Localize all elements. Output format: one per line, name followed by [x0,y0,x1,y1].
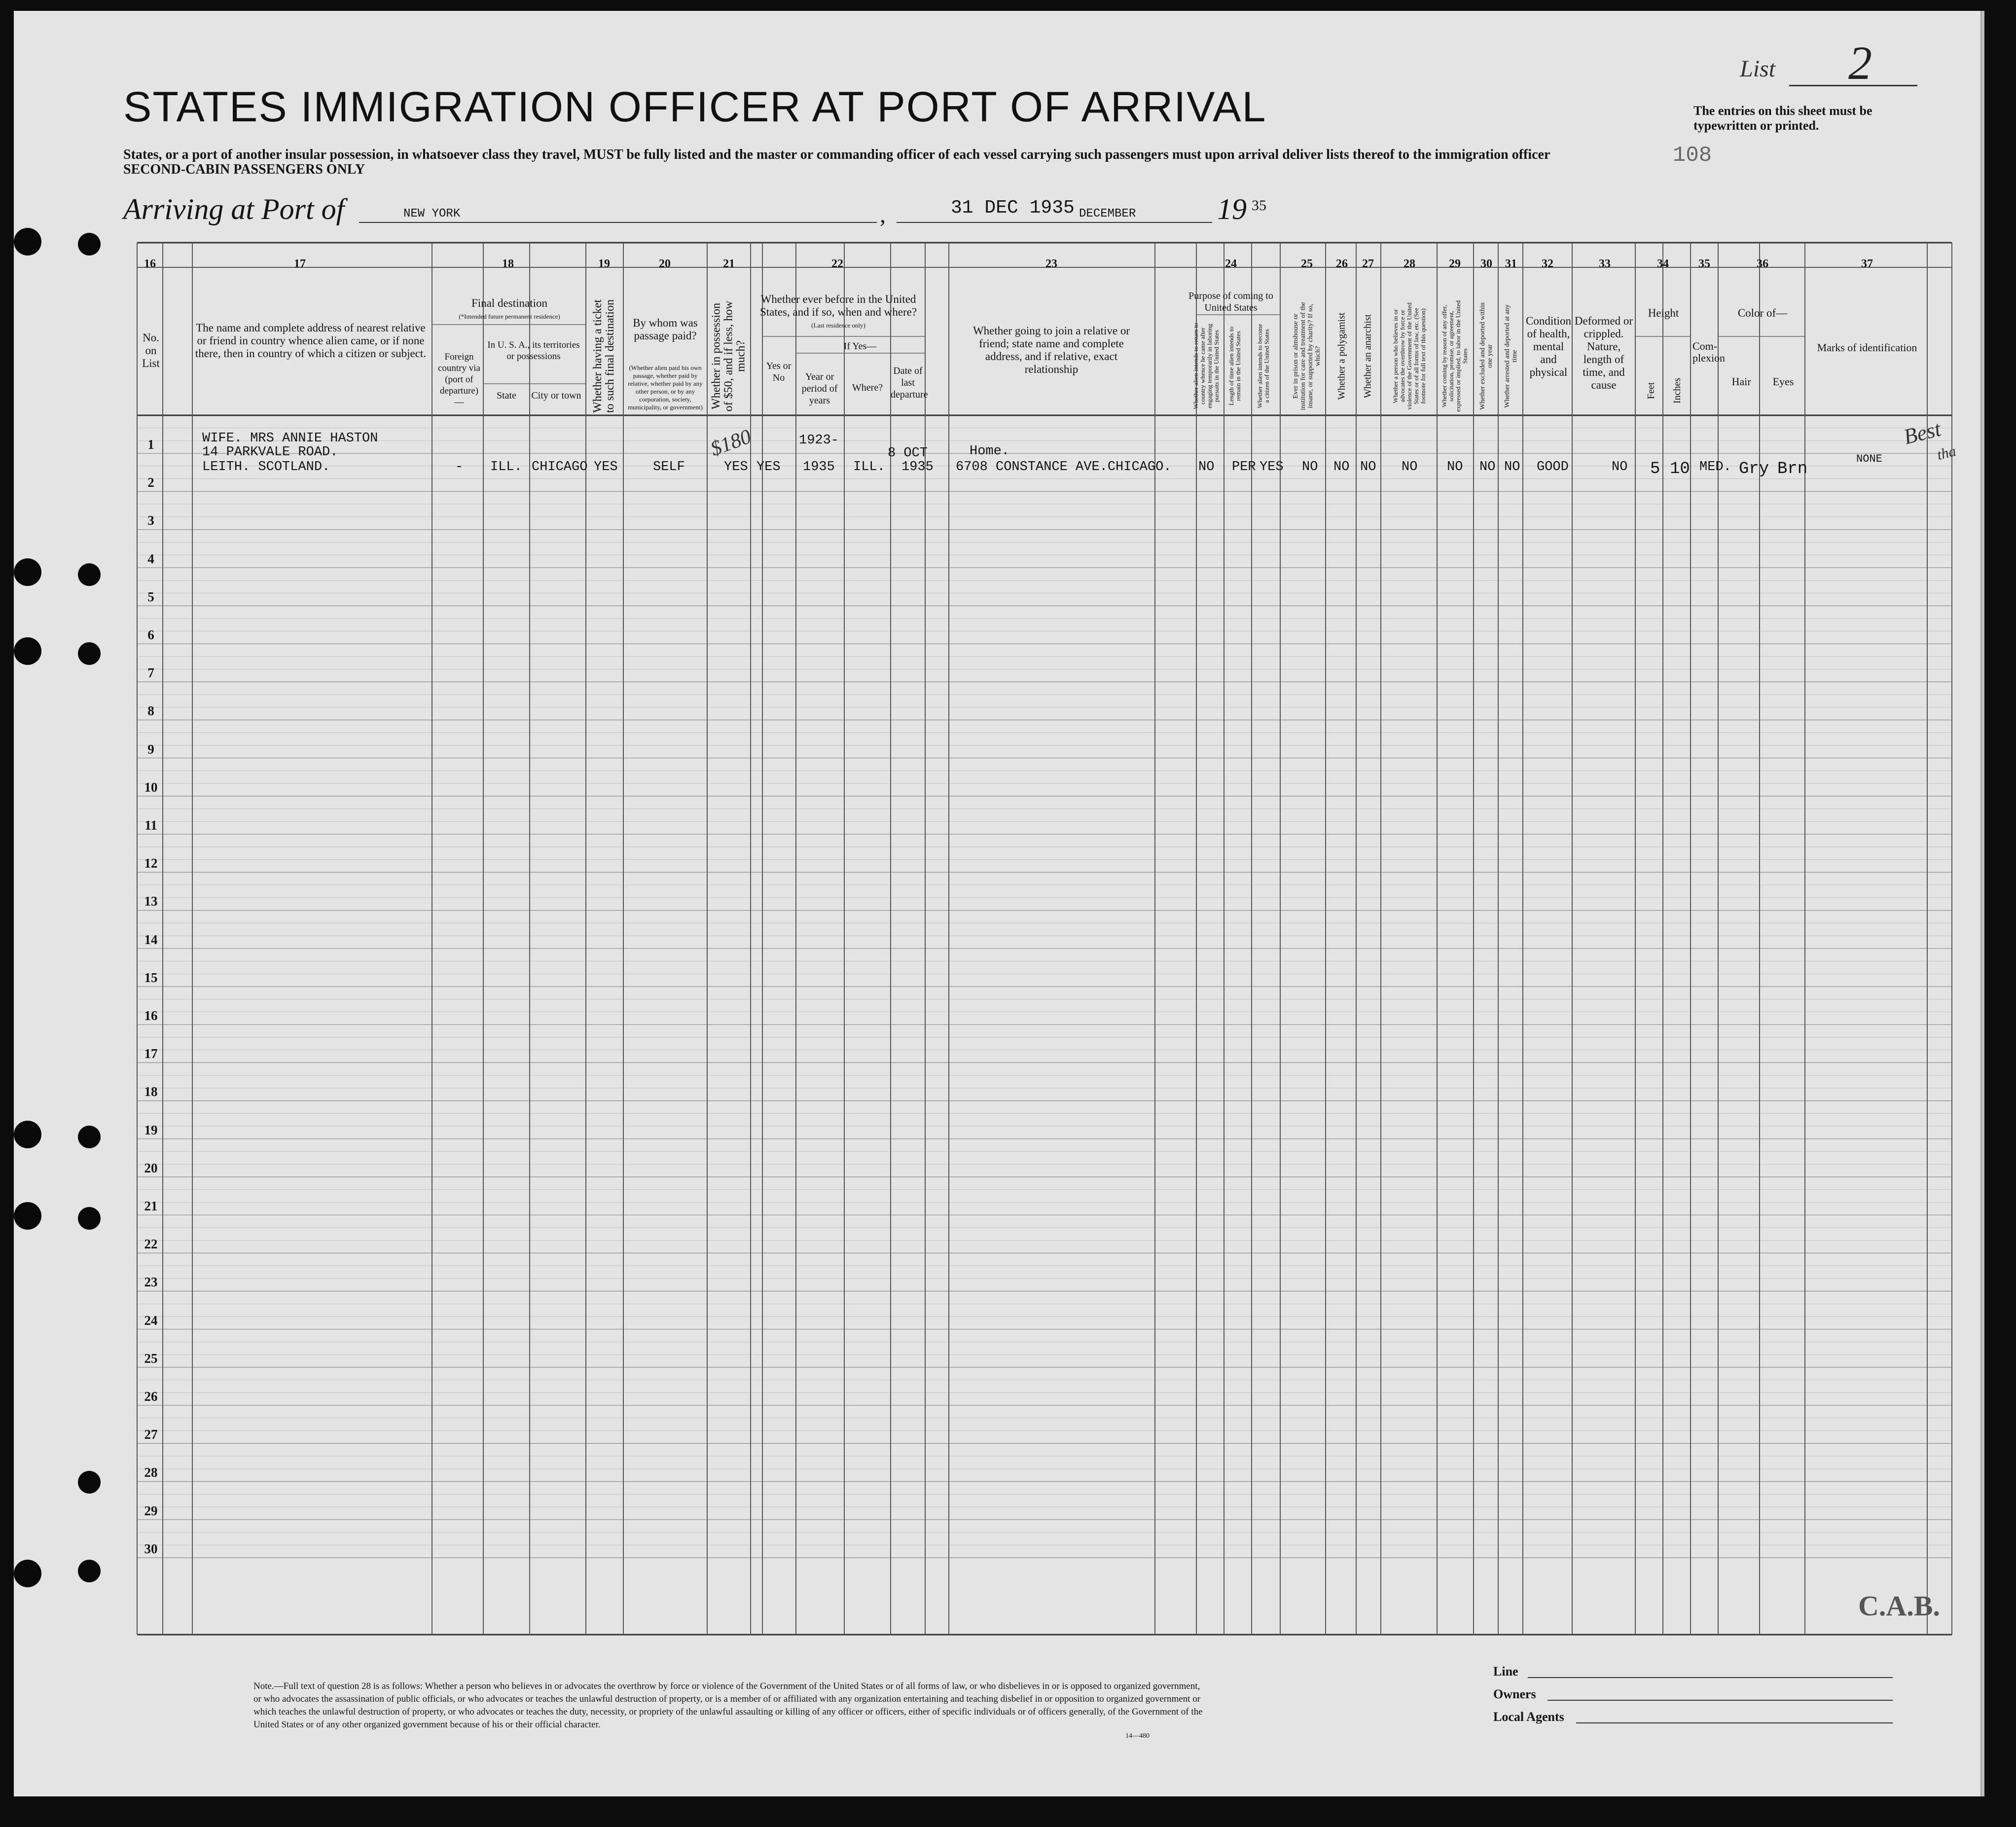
col-num-27: 27 [1362,257,1374,270]
col-num-30: 30 [1480,257,1492,270]
col-header-18-foreign: Foreign country via (port of departure)— [437,352,480,407]
footer-agents-label: Local Agents [1493,1710,1564,1724]
col-header-22-sub: (Last residence only) [811,322,865,329]
col-num-25: 25 [1301,257,1313,270]
row-number: 28 [144,1465,158,1480]
entry-eyes: Brn [1777,460,1808,478]
form-code: 14—480 [1125,1732,1150,1740]
footer-owners-label: Owners [1493,1687,1536,1701]
row-number: 18 [144,1084,158,1099]
row-number: 9 [147,741,154,757]
col-header-34-inches: Inches [1672,377,1683,404]
col-num-34: 34 [1657,257,1669,270]
row-number: 16 [144,1008,158,1023]
row-number: 21 [144,1199,158,1213]
col-header-31: Whether arrested and deported at any time [1504,304,1518,408]
col-header-22-date: Date of last departure [891,365,928,400]
col-header-20-sub: (Whether alien paid his own passage, whether paid by relative, whether paid by any other person, or by any corporation, society, municipality, or government) [628,364,703,411]
row-number: 27 [144,1427,158,1442]
col-num-36: 36 [1757,257,1768,270]
entry-stay-length: PER [1232,460,1256,475]
col-header-24-sub3: Whether alien intends to become a citizen of the United States [1256,324,1270,408]
footer-owners-underline [1548,1700,1893,1701]
col-header-22-year: Year or period of years [801,371,838,406]
col-num-26: 26 [1336,257,1348,270]
row-number: 1 [147,437,154,452]
entry-before-us: YES [756,460,781,475]
col-num-32: 32 [1542,257,1553,270]
col-num-20: 20 [659,257,671,270]
handwritten-bottom-code: C.A.B. [1858,1590,1940,1622]
entry-state: ILL. [490,460,522,475]
row-number: 20 [144,1160,158,1175]
col-num-16: 16 [144,257,156,270]
row-number: 7 [147,665,154,681]
entry-complexion: MED. [1699,460,1731,475]
row-number: 19 [144,1122,158,1137]
row-number: 15 [144,970,158,985]
col-header-18-sub: (*Intended future permanent residence) [459,313,560,320]
entry-joining-line1: Home. [970,444,1010,459]
row-number: 8 [147,703,154,719]
entry-return-intent: NO [1198,460,1215,475]
col-header-24-sub2: Length of time alien intends to remain in the United States [1227,327,1242,405]
port-value: NEW YORK [403,207,461,220]
col-header-27: Whether an anarchist [1362,314,1373,398]
manifest-grid [14,11,1981,1796]
col-num-28: 28 [1404,257,1415,270]
col-num-19: 19 [598,257,610,270]
col-header-36: Color of— [1737,307,1788,319]
col-header-18-state: State [497,390,516,401]
instruction-text: States, or a port of another insular possession, in whatsoever class they travel, MUST be fully listed and the master or commanding officer of each vessel carrying such passengers must upon arrival deliver lists thereof to the immigration officer [123,147,1550,162]
entry-excluded: NO [1479,460,1496,475]
col-header-20: By whom was passage paid? [633,317,698,342]
entry-marks: NONE [1856,453,1882,465]
list-label: List [1740,56,1776,82]
col-header-22-ifyes: If Yes— [843,341,877,352]
col-header-19: Whether having a ticket to such final destination [591,299,616,413]
col-num-22: 22 [831,257,843,270]
entry-joining-line2: 6708 CONSTANCE AVE.CHICAGO. [956,460,1172,475]
row-number: 11 [144,818,157,833]
col-header-22-where: Where? [852,382,883,393]
col-header-37: Marks of identification [1817,341,1917,354]
entry-arrested: NO [1504,460,1520,475]
col-num-35: 35 [1698,257,1710,270]
row-number: 5 [147,589,154,604]
row-number: 3 [147,513,154,528]
entry-city: CHICAGO [532,460,588,475]
entry-labor-offer: NO [1447,460,1463,475]
col-header-22: Whether ever before in the United States, and if so, when and where? [759,293,917,318]
footnote-q28: Note.—Full text of question 28 is as follows: Whether a person who believes in or advocates the overthrow by force or violence of the Government of the United States or of all forms of law, or who disbelieves in or is opposed to organized government, or who advocates the assassination of public officials, or who advocates or teaches the unlawful destruction of property, or is a member of or affiliated with any organization entertaining and teaching disbelief in or opposition to organized government or which teaches the unlawful destruction of property, or who advocates or teaches the duty, necessity, or propriety of the unlawful assaulting or killing of any officer or officers, either of specific individuals or of officers generally, of the Government of the United States or of any other organized government because of his or their official character. [253,1681,1203,1730]
footer-agents-underline [1576,1722,1893,1723]
entry-health: GOOD [1537,460,1569,475]
row-number: 24 [144,1313,158,1328]
col-header-30: Whether excluded and deported within one year [1479,302,1494,410]
footer-line-label: Line [1493,1664,1518,1679]
row-number: 22 [144,1237,158,1252]
row-number: 30 [144,1541,158,1556]
handwritten-side-note: Best [1901,416,1944,449]
col-header-21: Whether in possession of $50, and if less, how much? [710,300,748,412]
manifest-sheet [14,11,1984,1796]
entry-hair: Gry [1739,460,1769,478]
col-num-17: 17 [294,257,306,270]
row-number: 26 [144,1389,158,1404]
entry-prison: NO [1302,460,1318,475]
row-number: 17 [144,1046,158,1061]
col-num-33: 33 [1599,257,1611,270]
col-header-34: Height [1648,307,1679,319]
col-header-36-hair: Hair [1731,375,1751,388]
col-header-22-yesno: Yes or No [766,361,792,383]
list-number: 2 [1848,37,1872,89]
col-header-28: Whether a person who believes in or advocates the overthrow by force or violence of the Government of the United States or of all forms of law, etc. (See footnote for full text of this question) [1392,302,1427,410]
entry-relative-line1: WIFE. MRS ANNIE HASTON [202,431,378,446]
entry-where: ILL. [853,460,885,475]
row-number: 29 [144,1503,158,1518]
row-number: 14 [144,932,158,947]
year-suffix: 35 [1252,197,1266,214]
col-num-29: 29 [1449,257,1461,270]
entry-departure-year: 1935 [901,460,934,475]
col-header-24: Purpose of coming to United States [1188,291,1273,313]
col-num-23: 23 [1045,257,1057,270]
col-header-25: Ever in prison or almshouse or institution for care and treatment of the insane, or supported by charity? If so, which? [1292,302,1322,410]
col-num-24: 24 [1225,257,1237,270]
entry-ticket: YES [594,460,618,475]
row-number: 6 [147,627,154,642]
entry-money: YES [724,460,748,475]
col-header-29: Whether coming by reason of any offer, solicitation, promise, or agreement, expressed or implied, to labor in the United States [1440,300,1469,412]
entry-money-note: $180 [707,425,755,461]
sheet-number: 108 [1673,143,1712,168]
col-num-37: 37 [1861,257,1873,270]
month-value: DECEMBER [1079,207,1136,220]
entry-overthrow: NO [1402,460,1418,475]
col-header-24-sub1: Whether alien intends to return to country whence he came after engaging temporarily in laboring pursuits in the United States [1192,323,1220,409]
arriving-label: Arriving at Port of [123,193,345,225]
entry-departure-day: 8 OCT [888,446,928,461]
row-number: 25 [144,1351,158,1366]
entry-polygamist: NO [1333,460,1350,475]
col-header-35: Com-plexion [1692,340,1725,364]
year-prefix: 19 [1217,193,1247,225]
entry-years-to: 1935 [803,460,835,475]
row-number: 12 [144,856,158,871]
stamp-date: 31 DEC 1935 [951,197,1075,219]
col-header-34-feet: Feet [1646,382,1656,400]
col-header-36-eyes: Eyes [1772,375,1794,388]
row-number: 2 [147,475,154,490]
handwritten-side-note-2: tha [1935,442,1958,464]
row-number: 23 [144,1275,158,1290]
row-number: 4 [147,551,154,566]
entry-foreign-country: - [455,460,464,475]
entry-relative-line2: 14 PARKVALE ROAD. [202,445,338,460]
col-header-18: Final destination [471,297,547,309]
entry-inches: 10 [1670,460,1690,478]
col-header-16: No. on List [142,331,160,369]
row-number: 10 [144,779,158,795]
passenger-class: SECOND-CABIN PASSENGERS ONLY [123,162,365,177]
col-num-31: 31 [1505,257,1517,270]
page-title: STATES IMMIGRATION OFFICER AT PORT OF ARRIVAL [123,83,1267,131]
entry-years-from: 1923- [799,433,839,448]
col-header-18-usa: In U. S. A., its territories or possessions [487,340,580,362]
row-number: 13 [144,894,158,909]
col-header-23: Whether going to join a relative or friend; state name and complete address, and if relative, exact relationship [972,325,1130,375]
col-num-18: 18 [502,257,514,270]
footer-line-underline [1528,1677,1893,1678]
typewritten-note: The entries on this sheet must be typewritten or printed. [1693,104,1872,133]
col-num-21: 21 [723,257,735,270]
entry-citizen: YES [1260,460,1284,475]
entry-deformed: NO [1612,460,1628,475]
entry-relative-line3: LEITH. SCOTLAND. [202,460,330,475]
comma: , [880,202,886,228]
col-header-17: The name and complete address of nearest relative or friend in country whence alien came, or if none there, then in country of which a citizen or subject. [195,322,427,360]
col-header-18-city: City or town [531,390,581,401]
col-header-32: Condition of health, mental and physical [1526,315,1572,378]
col-header-26: Whether a polygamist [1336,312,1347,400]
entry-passage-paid: SELF [653,460,685,475]
entry-feet: 5 [1650,460,1660,478]
col-header-33: Deformed or crippled. Nature, length of time, and cause [1574,315,1633,391]
entry-anarchist: NO [1360,460,1376,475]
